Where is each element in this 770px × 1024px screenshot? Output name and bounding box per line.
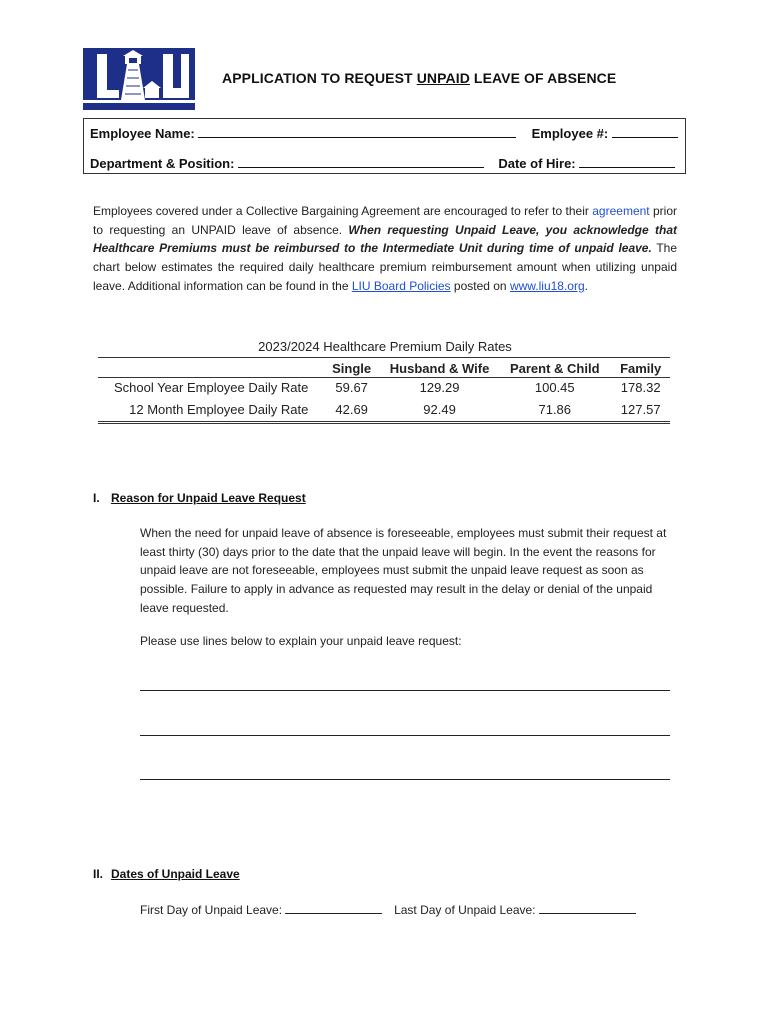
liu-logo	[83, 48, 195, 110]
board-policies-link[interactable]: LIU Board Policies	[351, 278, 451, 293]
employee-number-label: Employee #:	[531, 126, 609, 141]
section-2-heading	[93, 867, 240, 881]
header-cell: Family	[620, 361, 662, 376]
table-cell: 71.86	[538, 402, 572, 417]
agreement-link[interactable]: agreement	[592, 204, 650, 218]
section-2-title: Dates of Unpaid Leave	[111, 867, 240, 881]
info-row-2	[90, 156, 675, 171]
table-row	[98, 399, 670, 423]
employee-number-field[interactable]	[612, 126, 678, 138]
table-cell: 59.67	[335, 380, 368, 395]
title-prefix: APPLICATION TO REQUEST	[222, 70, 417, 86]
title-suffix: LEAVE OF ABSENCE	[469, 70, 617, 86]
section-2-number: II.	[93, 867, 104, 881]
table-cell: 42.69	[335, 402, 368, 417]
last-day-field[interactable]	[539, 903, 636, 914]
header-cell: Parent & Child	[509, 361, 600, 376]
department-field[interactable]	[238, 156, 484, 168]
row-label: School Year Employee Daily Rate	[113, 380, 309, 395]
info-row-1	[90, 126, 678, 141]
date-of-hire-label: Date of Hire:	[498, 156, 576, 171]
header-cell: Single	[332, 361, 372, 376]
title-underlined-word: UNPAID	[416, 70, 470, 86]
first-day-label: First Day of Unpaid Leave:	[140, 903, 283, 917]
employee-name-field[interactable]	[198, 126, 516, 138]
explanation-line-2[interactable]	[140, 735, 670, 736]
header-cell: Husband & Wife	[389, 361, 490, 376]
table-cell: 178.32	[620, 380, 661, 395]
employee-info-box	[83, 118, 686, 174]
explanation-line-1[interactable]	[140, 690, 670, 691]
header-cell	[98, 358, 322, 378]
website-link[interactable]: www.liu18.org	[509, 278, 585, 293]
date-of-hire-field[interactable]	[579, 156, 675, 168]
section-1-heading	[93, 491, 306, 505]
table-cell: 92.49	[423, 402, 456, 417]
department-label: Department & Position:	[90, 156, 235, 171]
first-day-field[interactable]	[285, 903, 382, 914]
section-1-body: When the need for unpaid leave of absence is foreseeable, employees must submit their request at least thirty (30) days prior to the date that the unpaid leave will begin. In the event the reasons for unpaid leave are not foreseeable, employees must submit the unpaid leave request as soon as possible. Failure to apply in advance as requested may result in the delay or denial of the unpaid leave requested.	[140, 526, 667, 615]
row-label: 12 Month Employee Daily Rate	[129, 402, 309, 417]
rates-header-row	[98, 358, 670, 378]
intro-paragraph: Employees covered under a Collective Bargaining Agreement are encouraged to refer to their agreement prior to requesting an UNPAID leave of absence. When requesting Unpaid Leave, you acknowledge that Healthcare Premiums must be reimbursed to the Intermediate Unit during time of unpaid leave. The chart below estimates the required daily healthcare premium reimbursement amount when utilizing unpaid leave. Additional information can be found in the LIU Board Policies posted on www.liu18.org.	[93, 204, 677, 293]
table-cell: 127.57	[620, 402, 661, 417]
rates-table	[98, 357, 670, 424]
table-cell: 129.29	[419, 380, 460, 395]
rates-table-caption: 2023/2024 Healthcare Premium Daily Rates	[258, 339, 512, 354]
employee-name-label: Employee Name:	[90, 126, 195, 141]
last-day-label: Last Day of Unpaid Leave:	[394, 903, 536, 917]
table-row	[98, 378, 670, 400]
section-1-instruction: Please use lines below to explain your unpaid leave request:	[140, 634, 462, 648]
leave-dates-row	[140, 903, 636, 917]
form-title	[222, 70, 616, 86]
section-1-number: I.	[93, 491, 100, 505]
premium-acknowledgement: When requesting Unpaid Leave, you acknowledge that Healthcare Premiums must be reimbursed to the Intermediate Unit during time of unpaid leave.	[93, 222, 677, 256]
table-cell: 100.45	[534, 380, 575, 395]
explanation-line-3[interactable]	[140, 779, 670, 780]
section-1-title: Reason for Unpaid Leave Request	[111, 491, 306, 505]
